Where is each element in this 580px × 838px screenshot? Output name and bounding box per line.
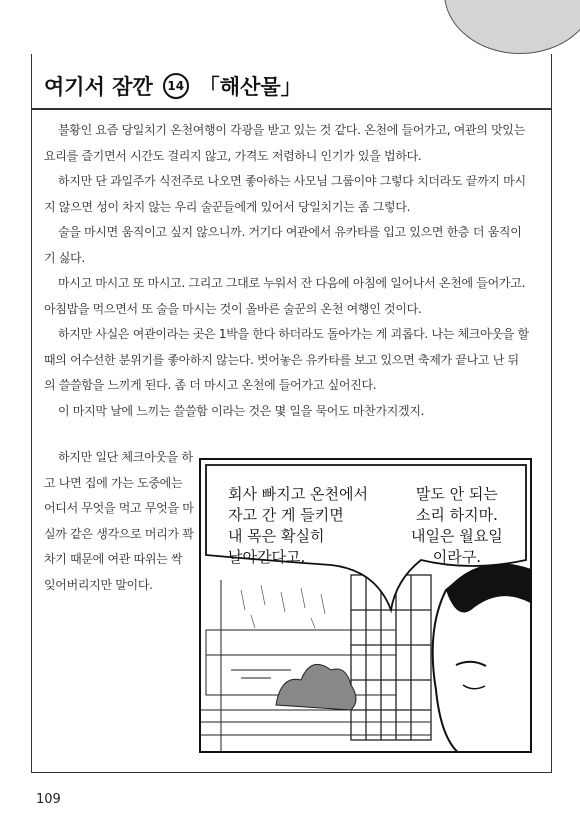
paragraph: 마시고 마시고 또 마시고. 그리고 그대로 누워서 잔 다음에 아침에 일어나서 온천에 들어가고. 아침밥을 먹으면서 또 술을 마시는 것이 올바른 술꾼의 온천 여행인 것이다. bbox=[44, 276, 526, 316]
paragraph: 하지만 단 과일주가 식전주로 나오면 좋아하는 사모님 그룹이야 그렇다 치더라도 끝까지 마시지 않으면 성이 차지 않는 우리 술꾼들에게 있어서 당일치기는 좀 그렇다. bbox=[44, 174, 526, 214]
title-divider bbox=[31, 108, 551, 110]
side-column bbox=[44, 445, 194, 598]
side-paragraph: 하지만 일단 체크아웃을 하고 나면 집에 가는 도중에는 어디서 무엇을 먹고 무엇을 마실까 같은 생각으로 머리가 꽉 차기 때문에 여관 따위는 싹 잊어버리지만 말이다. bbox=[44, 450, 194, 592]
corner-decoration bbox=[444, 0, 580, 54]
title-subject: 「해산물」 bbox=[198, 75, 302, 99]
title-prefix: 여기서 잠깐 bbox=[44, 75, 153, 99]
title-number-badge: 14 bbox=[163, 73, 189, 99]
page-number: 109 bbox=[36, 792, 61, 807]
paragraph: 하지만 사실은 여관이라는 곳은 1박을 한다 하더라도 돌아가는 게 괴롭다. 나는 체크아웃을 할 때의 어수선한 분위기를 좋아하지 않는다. 벗어놓은 유카타를 보고 있으면 축제가 끝나고 난 뒤의 쓸쓸함을 느끼게 된다. 좀 더 마시고 온천에 들어가고 싶어진다. bbox=[44, 327, 529, 392]
article-body bbox=[44, 118, 530, 424]
speech-bubble-left: 회사 빠지고 온천에서 자고 간 게 들키면 내 목은 확실히 날아간다고. bbox=[228, 485, 368, 566]
paragraph: 불황인 요즘 당일치기 온천여행이 각광을 받고 있는 것 같다. 온천에 들어가고, 여관의 맛있는 요리를 즐기면서 시간도 걸리지 않고, 가격도 저렴하니 인기가 있을 법하다. bbox=[44, 123, 526, 163]
section-title bbox=[44, 70, 302, 102]
paragraph: 이 마지막 날에 느끼는 쓸쓸함 이라는 것은 몇 일을 묵어도 마찬가지겠지. bbox=[58, 403, 425, 418]
comic-panel bbox=[199, 458, 532, 753]
speech-bubble-right: 말도 안 되는 소리 하지마. 내일은 월요일 이라구. bbox=[411, 485, 503, 566]
paragraph: 술을 마시면 움직이고 싶지 않으니까. 거기다 여관에서 유카타를 입고 있으면 한층 더 움직이기 싫다. bbox=[44, 225, 522, 265]
